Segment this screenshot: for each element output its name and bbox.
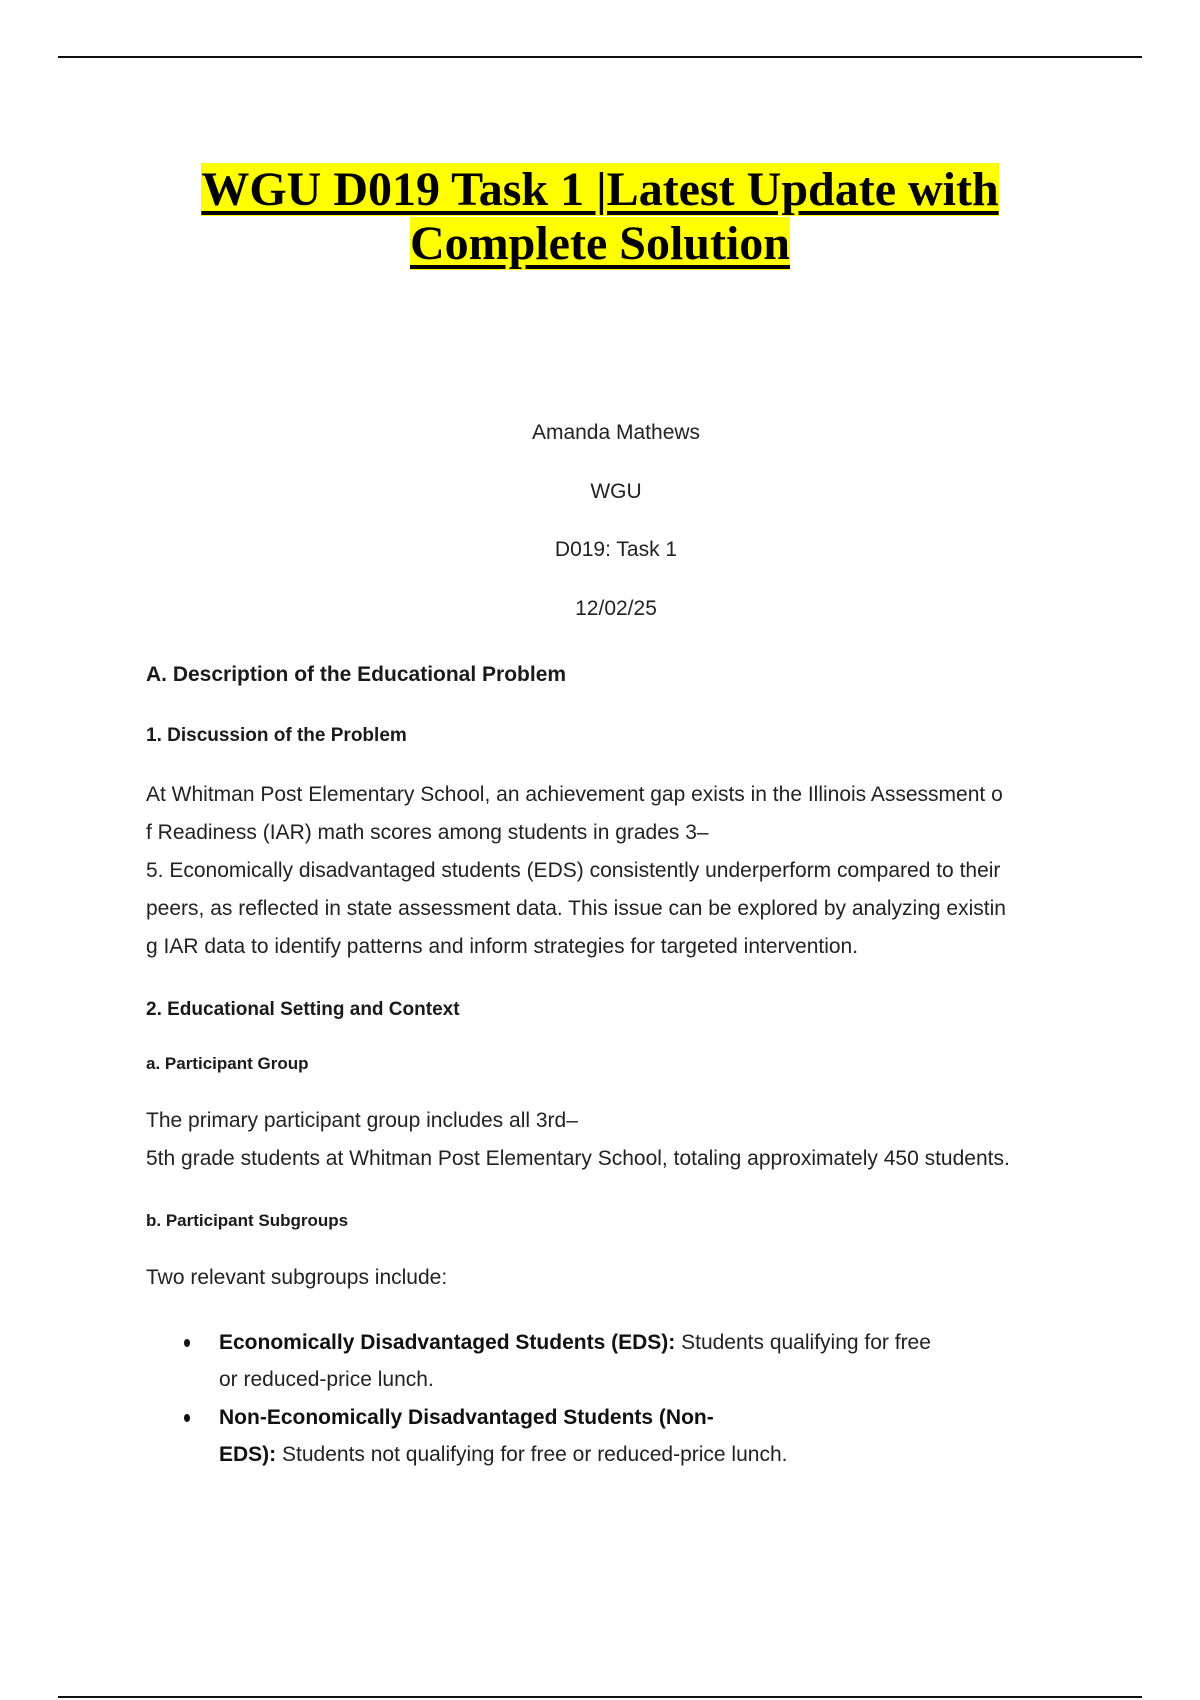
bullet-icon bbox=[184, 1339, 190, 1347]
paragraph-line: f Readiness (IAR) math scores among students in grades 3– bbox=[146, 821, 709, 844]
top-rule bbox=[58, 56, 1142, 58]
section-2b-intro: Two relevant subgroups include: bbox=[146, 1266, 448, 1289]
paragraph-line: 5. Economically disadvantaged students (EDS) consistently underperform compared to their bbox=[146, 859, 1001, 882]
subgroup-text-continued: or reduced-price lunch. bbox=[219, 1368, 434, 1391]
paragraph-line: At Whitman Post Elementary School, an achievement gap exists in the Illinois Assessment o bbox=[146, 783, 1003, 806]
section-1-heading: 1. Discussion of the Problem bbox=[146, 725, 407, 746]
subgroup-list bbox=[146, 1324, 1092, 1473]
bullet-icon bbox=[184, 1414, 190, 1422]
section-2a-paragraph bbox=[146, 1102, 1092, 1178]
subgroup-label: Economically Disadvantaged Students (EDS): bbox=[219, 1331, 676, 1354]
list-item bbox=[146, 1399, 1092, 1473]
list-item bbox=[146, 1324, 1092, 1398]
subgroup-label: Non-Economically Disadvantaged Students (Non- bbox=[219, 1406, 714, 1429]
section-2a-heading: a. Participant Group bbox=[146, 1054, 309, 1073]
section-a-heading: A. Description of the Educational Problem bbox=[146, 663, 567, 686]
subgroup-text: Students not qualifying for free or reduced-price lunch. bbox=[276, 1443, 788, 1466]
paragraph-line: 5th grade students at Whitman Post Elementary School, totaling approximately 450 students. bbox=[146, 1147, 1010, 1170]
course-name: D019: Task 1 bbox=[554, 538, 678, 561]
title-line-2: Complete Solution bbox=[409, 217, 790, 270]
title-line-1: WGU D019 Task 1 |Latest Update with bbox=[201, 163, 999, 216]
paragraph-line: The primary participant group includes all 3rd– bbox=[146, 1109, 578, 1132]
bottom-rule bbox=[58, 1696, 1142, 1698]
subgroup-label-continued: EDS): bbox=[219, 1443, 277, 1466]
section-2b-heading: b. Participant Subgroups bbox=[146, 1211, 349, 1230]
author-name: Amanda Mathews bbox=[531, 421, 701, 444]
institution-name: WGU bbox=[590, 480, 642, 503]
section-1-paragraph bbox=[146, 776, 1092, 966]
subgroup-text: Students qualifying for free bbox=[675, 1331, 931, 1354]
document-title bbox=[0, 163, 1200, 271]
section-2-heading: 2. Educational Setting and Context bbox=[146, 999, 460, 1020]
paragraph-line: g IAR data to identify patterns and inform strategies for targeted intervention. bbox=[146, 935, 859, 958]
paragraph-line: peers, as reflected in state assessment data. This issue can be explored by analyzing existin bbox=[146, 897, 1006, 920]
document-date: 12/02/25 bbox=[575, 597, 657, 620]
